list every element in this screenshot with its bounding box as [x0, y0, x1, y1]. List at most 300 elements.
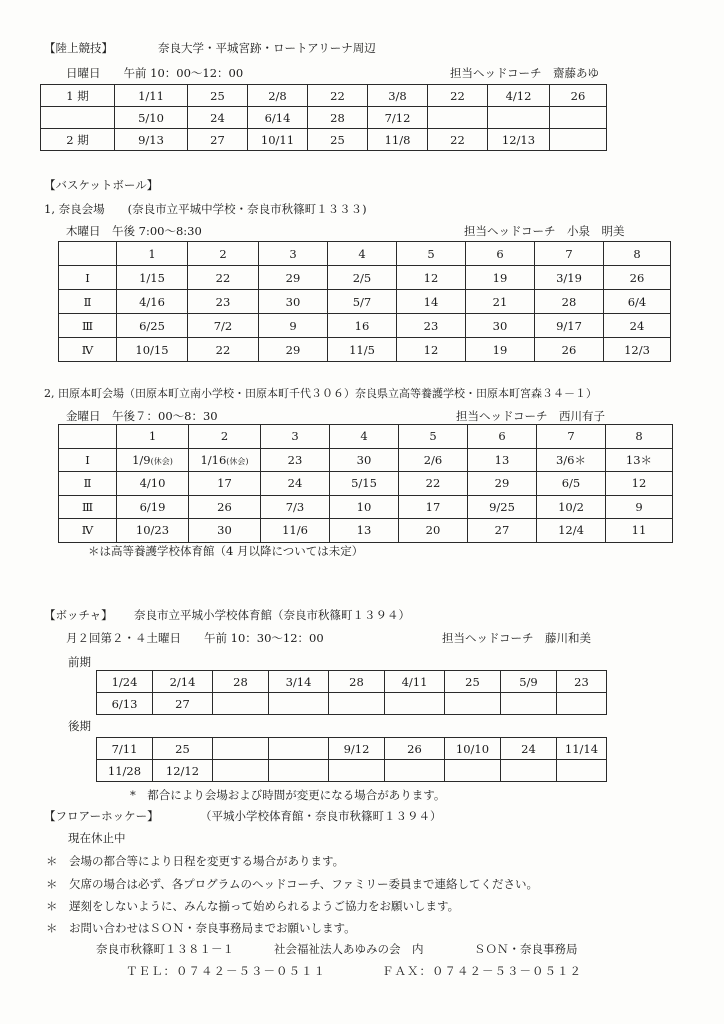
cell-value: 2/14	[169, 674, 196, 689]
cell-value: 26	[407, 741, 422, 756]
basketball-venue2-coach: 担当ヘッドコーチ 西川有子	[456, 409, 606, 423]
table-cell	[115, 129, 188, 151]
table-cell	[397, 290, 466, 314]
track-schedule-table	[40, 84, 607, 151]
table-cell	[117, 266, 188, 290]
table-cell	[259, 242, 328, 266]
cell-value: 4	[360, 429, 368, 444]
footer-tel: ＴＥＬ：０７４２－５３－０５１１	[126, 964, 326, 978]
table-cell	[466, 290, 535, 314]
cell-value: 6	[496, 246, 504, 261]
cell-value: 4/10	[139, 476, 166, 491]
table-cell	[259, 266, 328, 290]
basketball-venue1-title: 1, 奈良会場 (奈良市立平城中学校・奈良市秋篠町１３３３)	[44, 202, 367, 216]
table-cell	[468, 495, 537, 519]
cell-value: 26	[561, 342, 577, 357]
table-cell	[428, 107, 488, 129]
table-row	[59, 472, 673, 496]
cell-value: 23	[287, 452, 303, 467]
table-cell	[604, 338, 671, 362]
basketball-venue1-coach: 担当ヘッドコーチ 小泉 明美	[464, 224, 625, 238]
table-cell	[397, 338, 466, 362]
cell-value: 1/9	[132, 452, 151, 467]
cell-value: 2	[219, 246, 227, 261]
track-coach: 担当ヘッドコーチ 齋藤あゆ	[450, 66, 600, 80]
table-cell	[557, 760, 607, 782]
cell-value: 1/11	[138, 88, 164, 103]
table-cell	[535, 338, 604, 362]
cell-value: 12	[631, 476, 647, 491]
cell-value: 6/5	[561, 476, 581, 491]
cell-value: 12	[423, 270, 439, 285]
table-cell	[115, 107, 188, 129]
cell-value: 13＊	[625, 452, 653, 467]
table-cell	[259, 290, 328, 314]
cell-value: 26	[217, 499, 232, 514]
cell-value: 24	[287, 476, 303, 491]
cell-value: Ⅱ	[83, 476, 92, 491]
cell-value: 11	[631, 523, 647, 538]
cell-value: 9/12	[343, 741, 370, 756]
table-cell	[468, 472, 537, 496]
basketball-venue2-table	[58, 424, 673, 543]
table-row	[97, 738, 607, 760]
table-cell	[308, 85, 368, 107]
cell-value: 10/10	[455, 741, 490, 756]
cell-value: 26	[570, 88, 586, 103]
table-cell	[59, 266, 117, 290]
cell-value: 13	[356, 523, 372, 538]
table-cell	[537, 519, 606, 543]
table-cell	[535, 290, 604, 314]
table-cell	[261, 519, 330, 543]
table-cell	[606, 448, 673, 472]
cell-value: 28	[349, 674, 364, 689]
cell-value: 3/6＊	[555, 452, 586, 467]
table-cell	[466, 338, 535, 362]
cell-value: 19	[492, 270, 508, 285]
table-cell	[189, 519, 261, 543]
cell-value: 2/8	[268, 88, 287, 103]
table-cell	[328, 266, 397, 290]
cell-value: 6/4	[627, 294, 647, 309]
cell-value: 23	[215, 294, 231, 309]
cell-value: 25	[465, 674, 480, 689]
cell-value: 11/14	[564, 741, 599, 756]
table-cell	[261, 448, 330, 472]
note-item: ＊ 会場の都合等により日程を変更する場合があります。	[46, 854, 345, 868]
cell-value: 7	[565, 246, 573, 261]
cell-value: 11/8	[384, 132, 411, 147]
table-cell	[188, 338, 259, 362]
cell-value: 13	[494, 452, 510, 467]
table-cell	[466, 242, 535, 266]
table-cell	[59, 425, 117, 449]
table-cell	[59, 448, 117, 472]
cell-value: 8	[633, 246, 641, 261]
cell-value: 8	[635, 429, 643, 444]
table-cell	[428, 85, 488, 107]
table-cell	[550, 107, 607, 129]
cell-value: 3/19	[556, 270, 582, 285]
cell-value: Ⅳ	[81, 523, 94, 538]
cell-value: 12	[423, 342, 439, 357]
table-cell	[329, 738, 385, 760]
cell-value: 1	[148, 246, 156, 261]
table-cell	[213, 671, 269, 693]
table-cell	[537, 472, 606, 496]
table-cell	[97, 693, 153, 715]
table-cell	[330, 472, 399, 496]
table-cell	[117, 472, 189, 496]
table-cell	[188, 314, 259, 338]
basketball-venue2-day-time: 金曜日 午後７：00～8：30	[66, 409, 218, 423]
cell-value: 3	[291, 429, 299, 444]
table-cell	[399, 448, 468, 472]
table-cell	[445, 760, 501, 782]
cell-value: 11/6	[282, 523, 308, 538]
cell-value: 6/25	[139, 318, 165, 333]
cell-value: 29	[285, 270, 301, 285]
table-cell	[537, 425, 606, 449]
table-cell	[445, 671, 501, 693]
cell-value: 3/14	[285, 674, 312, 689]
table-cell	[468, 448, 537, 472]
table-cell	[117, 314, 188, 338]
cell-value: 10/11	[260, 132, 295, 147]
note-item: ＊ 欠席の場合は必ず、各プログラムのヘッドコーチ、ファミリー委員まで連絡してください。	[46, 877, 538, 891]
cell-value: 22	[215, 270, 231, 285]
table-cell	[550, 85, 607, 107]
table-cell	[385, 738, 445, 760]
table-cell	[399, 472, 468, 496]
basketball-venue2-title: 2, 田原本町会場（田原本町立南小学校・田原本町千代３０６）奈良県立高等養護学校・田原本町宮森３４－１）	[44, 387, 597, 400]
table-row	[59, 266, 671, 290]
cell-value: Ⅱ	[83, 294, 92, 309]
table-cell	[428, 129, 488, 151]
table-cell	[385, 671, 445, 693]
table-cell	[189, 448, 261, 472]
table-cell	[468, 425, 537, 449]
table-cell	[606, 495, 673, 519]
cell-value: 10/23	[135, 523, 170, 538]
table-cell	[445, 693, 501, 715]
table-cell	[188, 107, 248, 129]
table-cell	[97, 671, 153, 693]
boccia-second-term-table	[96, 737, 607, 782]
table-cell	[115, 85, 188, 107]
table-cell	[59, 314, 117, 338]
table-cell	[488, 107, 550, 129]
cell-value: 1 期	[66, 88, 89, 103]
cell-value: 2	[220, 429, 229, 444]
table-row	[59, 314, 671, 338]
table-cell	[604, 314, 671, 338]
table-cell	[557, 671, 607, 693]
table-cell	[385, 760, 445, 782]
cell-value: 29	[285, 342, 301, 357]
cell-value: 10/15	[135, 342, 169, 357]
table-cell	[188, 129, 248, 151]
cell-value: 4	[358, 246, 366, 261]
track-venue: 奈良大学・平城宮跡・ロートアリーナ周辺	[158, 41, 376, 55]
boccia-note: * 都合により会場および時間が変更になる場合があります。	[130, 788, 446, 802]
cell-value: 2/6	[423, 452, 443, 467]
cell-value: 5/7	[352, 294, 372, 309]
cell-value: 7/3	[285, 499, 305, 514]
boccia-coach: 担当ヘッドコーチ 藤川和美	[442, 631, 592, 645]
floor-hockey-heading: 【フロアーホッケー】	[44, 809, 159, 823]
table-header-row	[59, 425, 673, 449]
table-cell	[59, 495, 117, 519]
cell-value: 14	[423, 294, 439, 309]
cell-value: 3	[289, 246, 297, 261]
table-cell	[501, 760, 557, 782]
table-cell	[248, 85, 308, 107]
cell-value: 3/8	[388, 88, 407, 103]
table-row	[59, 448, 673, 472]
cell-value: 5/10	[138, 110, 164, 125]
basketball-venue1-day-time: 木曜日 午後 7:00～8:30	[66, 224, 202, 238]
cell-value: 9/13	[138, 132, 164, 147]
cell-value: 6/13	[111, 696, 138, 711]
cell-value: 25	[210, 88, 225, 103]
cell-value: 7/2	[213, 318, 233, 333]
table-cell	[330, 519, 399, 543]
basketball-venue1-table	[58, 241, 671, 362]
table-cell	[59, 338, 117, 362]
table-row	[41, 129, 607, 151]
cell-value: 17	[217, 476, 232, 491]
table-cell	[535, 266, 604, 290]
table-cell	[501, 693, 557, 715]
table-row	[97, 693, 607, 715]
table-cell	[328, 338, 397, 362]
table-cell	[445, 738, 501, 760]
table-cell	[329, 693, 385, 715]
cell-value: 22	[330, 88, 345, 103]
cell-value: 23	[574, 674, 589, 689]
table-cell	[261, 495, 330, 519]
table-cell	[330, 448, 399, 472]
cell-value: 23	[423, 318, 439, 333]
cell-value: Ⅰ	[85, 270, 90, 285]
table-cell	[368, 107, 428, 129]
table-header-row	[59, 242, 671, 266]
cell-value: 1/15	[139, 270, 165, 285]
cell-value: Ⅰ	[85, 452, 90, 467]
table-cell	[328, 242, 397, 266]
closed-label: (休会)	[226, 456, 249, 466]
table-cell	[41, 85, 115, 107]
table-cell	[606, 519, 673, 543]
cell-value: 22	[450, 88, 465, 103]
cell-value: 12/13	[501, 132, 536, 147]
cell-value: 27	[494, 523, 510, 538]
table-row	[97, 671, 607, 693]
table-row	[59, 290, 671, 314]
table-cell	[537, 448, 606, 472]
table-cell	[261, 472, 330, 496]
cell-value: 24	[521, 741, 536, 756]
table-cell	[41, 129, 115, 151]
cell-value: 7/12	[384, 110, 411, 125]
table-cell	[188, 266, 259, 290]
basketball-heading: 【バスケットボール】	[44, 178, 159, 192]
cell-value: 4/11	[401, 674, 428, 689]
basketball-venue2-note: ＊は高等養護学校体育館（4 月以降については未定）	[88, 544, 364, 558]
table-cell	[213, 693, 269, 715]
cell-value: 1/16	[200, 452, 227, 467]
table-row	[59, 495, 673, 519]
table-cell	[385, 693, 445, 715]
cell-value: 7	[567, 429, 575, 444]
cell-value: 10	[356, 499, 372, 514]
cell-value: 9	[289, 318, 297, 333]
cell-value: 25	[330, 132, 345, 147]
cell-value: 2/5	[352, 270, 372, 285]
table-cell	[59, 290, 117, 314]
boccia-first-term-label: 前期	[68, 655, 91, 669]
table-row	[41, 85, 607, 107]
cell-value: 6/14	[264, 110, 291, 125]
table-cell	[269, 693, 329, 715]
table-cell	[399, 495, 468, 519]
table-row	[41, 107, 607, 129]
table-cell	[269, 671, 329, 693]
table-cell	[397, 314, 466, 338]
table-cell	[399, 425, 468, 449]
cell-value: 25	[175, 741, 190, 756]
table-cell	[604, 290, 671, 314]
boccia-heading: 【ボッチャ】	[44, 608, 113, 622]
table-cell	[397, 266, 466, 290]
table-cell	[189, 495, 261, 519]
table-cell	[501, 671, 557, 693]
cell-value: 19	[492, 342, 508, 357]
table-cell	[488, 129, 550, 151]
table-cell	[606, 425, 673, 449]
cell-value: 30	[285, 294, 301, 309]
cell-value: 12/4	[558, 523, 584, 538]
cell-value: 6/19	[139, 499, 166, 514]
table-cell	[557, 738, 607, 760]
table-cell	[259, 314, 328, 338]
cell-value: 30	[492, 318, 508, 333]
table-cell	[97, 738, 153, 760]
cell-value: 26	[629, 270, 645, 285]
cell-value: 30	[356, 452, 372, 467]
table-cell	[188, 290, 259, 314]
table-cell	[329, 671, 385, 693]
cell-value: 22	[425, 476, 441, 491]
cell-value: 9/17	[556, 318, 582, 333]
cell-value: 1	[148, 429, 157, 444]
cell-value: 5	[429, 429, 437, 444]
cell-value: 4/12	[505, 88, 532, 103]
table-cell	[259, 338, 328, 362]
table-cell	[189, 425, 261, 449]
table-cell	[557, 693, 607, 715]
boccia-first-term-table	[96, 670, 607, 715]
table-cell	[59, 519, 117, 543]
boccia-second-term-label: 後期	[68, 719, 91, 733]
boccia-venue: 奈良市立平城小学校体育館（奈良市秋篠町１３９４）	[134, 608, 410, 622]
table-cell	[269, 760, 329, 782]
cell-value: 22	[215, 342, 231, 357]
boccia-day-time: 月２回第２・４土曜日 午前 10：30～12：00	[66, 631, 324, 645]
cell-value: 22	[450, 132, 465, 147]
table-row	[97, 760, 607, 782]
cell-value: 5/15	[351, 476, 377, 491]
table-cell	[59, 242, 117, 266]
table-cell	[153, 693, 213, 715]
table-cell	[501, 738, 557, 760]
table-cell	[604, 266, 671, 290]
cell-value: 5	[427, 246, 435, 261]
track-heading: 【陸上競技】	[44, 41, 113, 55]
table-cell	[153, 760, 213, 782]
table-cell	[466, 314, 535, 338]
note-item: ＊ お問い合わせはＳＯＮ・奈良事務局までお願いします。	[46, 921, 356, 935]
table-cell	[308, 129, 368, 151]
table-cell	[368, 85, 428, 107]
cell-value: 17	[425, 499, 441, 514]
table-cell	[153, 671, 213, 693]
cell-value: 2 期	[66, 132, 89, 147]
cell-value: 20	[425, 523, 441, 538]
footer-org: 社会福祉法人あゆみの会 内	[274, 942, 424, 956]
cell-value: 16	[354, 318, 370, 333]
cell-value: 28	[233, 674, 248, 689]
table-cell	[213, 738, 269, 760]
table-row	[59, 338, 671, 362]
cell-value: 12/12	[165, 763, 200, 778]
cell-value: 27	[175, 696, 190, 711]
table-cell	[248, 129, 308, 151]
closed-label: (休会)	[150, 456, 173, 466]
table-cell	[604, 242, 671, 266]
table-cell	[59, 472, 117, 496]
table-cell	[330, 425, 399, 449]
cell-value: 1/24	[111, 674, 138, 689]
cell-value: 28	[330, 110, 345, 125]
floor-hockey-status: 現在休止中	[68, 831, 126, 845]
cell-value: 24	[629, 318, 645, 333]
footer-office: ＳＯＮ・奈良事務局	[474, 942, 578, 956]
table-cell	[399, 519, 468, 543]
cell-value: 24	[210, 110, 225, 125]
cell-value: 6	[498, 429, 506, 444]
table-cell	[308, 107, 368, 129]
table-cell	[488, 85, 550, 107]
table-cell	[328, 290, 397, 314]
cell-value: 12/3	[624, 342, 650, 357]
table-cell	[213, 760, 269, 782]
cell-value: 27	[210, 132, 225, 147]
track-day-time: 日曜日 午前 10：00～12：00	[66, 66, 244, 80]
cell-value: 11/28	[107, 763, 142, 778]
table-cell	[537, 495, 606, 519]
table-cell	[261, 425, 330, 449]
cell-value: 11/5	[349, 342, 375, 357]
table-cell	[117, 290, 188, 314]
table-cell	[188, 242, 259, 266]
table-cell	[328, 314, 397, 338]
table-cell	[117, 519, 189, 543]
cell-value: Ⅳ	[81, 342, 94, 357]
table-cell	[248, 107, 308, 129]
